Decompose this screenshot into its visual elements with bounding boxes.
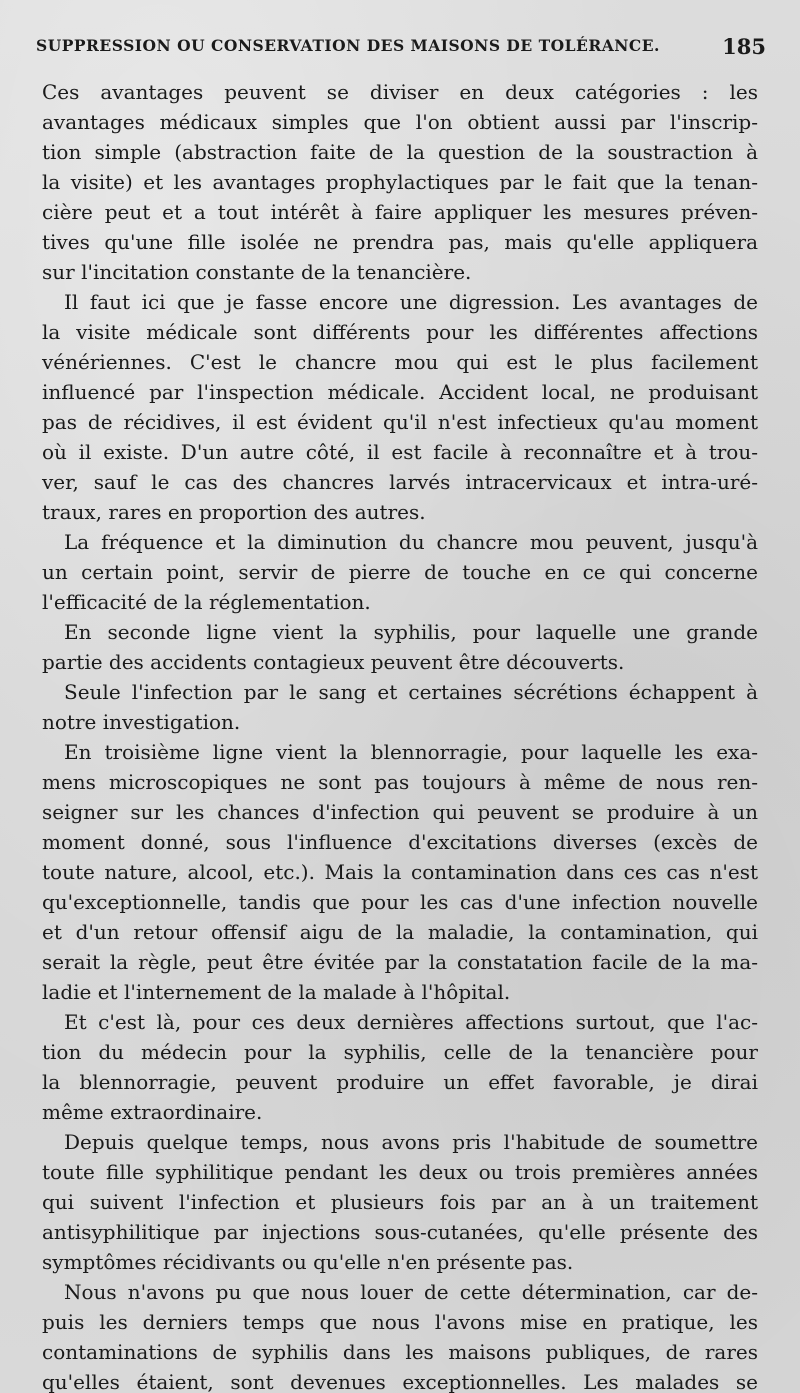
text-line: En troisième ligne vient la blennorragie, pour laquelle les exa- <box>64 740 758 764</box>
text-line: et d'un retour offensif aigu de la maladie, la contamination, qui <box>42 920 758 944</box>
text-line: l'efficacité de la réglementation. <box>42 590 371 614</box>
text-line: Ces avantages peuvent se diviser en deux catégories : les <box>42 80 758 104</box>
text-line: qui suivent l'infection et plusieurs fois par an à un traitement <box>42 1190 758 1214</box>
text-line: même extraordinaire. <box>42 1100 263 1124</box>
text-line: seigner sur les chances d'infection qui peuvent se produire à un <box>42 800 758 824</box>
text-line: cière peut et a tout intérêt à faire appliquer les mesures préven- <box>42 200 758 224</box>
text-line: ladie et l'internement de la malade à l'hôpital. <box>42 980 511 1004</box>
text-line: la blennorragie, peuvent produire un effet favorable, je dirai <box>42 1070 758 1094</box>
text-line: toute nature, alcool, etc.). Mais la contamination dans ces cas n'est <box>42 860 758 884</box>
text-line: influencé par l'inspection médicale. Accident local, ne produisant <box>42 380 758 404</box>
text-line: traux, rares en proportion des autres. <box>42 500 426 524</box>
text-line: Il faut ici que je fasse encore une digression. Les avantages de <box>64 290 758 314</box>
text-line: tion du médecin pour la syphilis, celle de la tenancière pour <box>42 1040 758 1064</box>
text-line: sur l'incitation constante de la tenancière. <box>42 260 472 284</box>
text-line: qu'exceptionnelle, tandis que pour les cas d'une infection nouvelle <box>42 890 758 914</box>
text-line: où il existe. D'un autre côté, il est facile à reconnaître et à trou- <box>42 440 758 464</box>
text-line: ver, sauf le cas des chancres larvés intracervicaux et intra-uré- <box>42 470 758 494</box>
body-text <box>42 77 758 1393</box>
text-line: la visite) et les avantages prophylactiques par le fait que la tenan- <box>42 170 758 194</box>
text-line: Depuis quelque temps, nous avons pris l'habitude de soumettre <box>64 1130 758 1154</box>
text-line: avantages médicaux simples que l'on obtient aussi par l'inscrip- <box>42 110 758 134</box>
text-line: Nous n'avons pu que nous louer de cette détermination, car de- <box>64 1280 758 1304</box>
text-line: En seconde ligne vient la syphilis, pour laquelle une grande <box>64 620 758 644</box>
text-line: mens microscopiques ne sont pas toujours à même de nous ren- <box>42 770 758 794</box>
page-header <box>36 34 766 64</box>
text-line: La fréquence et la diminution du chancre mou peuvent, jusqu'à <box>64 530 758 554</box>
text-line: vénériennes. C'est le chancre mou qui est le plus facilement <box>42 350 758 374</box>
text-line: tion simple (abstraction faite de la question de la soustraction à <box>42 140 758 164</box>
text-line: la visite médicale sont différents pour les différentes affections <box>42 320 758 344</box>
text-line: un certain point, servir de pierre de touche en ce qui concerne <box>42 560 758 584</box>
running-title: SUPPRESSION OU CONSERVATION DES MAISONS DE TOLÉRANCE. <box>36 36 660 55</box>
text-line: moment donné, sous l'influence d'excitations diverses (excès de <box>42 830 758 854</box>
text-line: tives qu'une fille isolée ne prendra pas, mais qu'elle appliquera <box>42 230 758 254</box>
page-number: 185 <box>722 34 766 59</box>
text-line: symptômes récidivants ou qu'elle n'en présente pas. <box>42 1250 574 1274</box>
text-line: Et c'est là, pour ces deux dernières affections surtout, que l'ac- <box>64 1010 758 1034</box>
text-line: qu'elles étaient, sont devenues exceptionnelles. Les malades se <box>42 1370 758 1393</box>
text-line: contaminations de syphilis dans les maisons publiques, de rares <box>42 1340 758 1364</box>
text-line: notre investigation. <box>42 710 241 734</box>
text-line: pas de récidives, il est évident qu'il n'est infectieux qu'au moment <box>42 410 758 434</box>
text-line: partie des accidents contagieux peuvent être découverts. <box>42 650 625 674</box>
text-line: serait la règle, peut être évitée par la constatation facile de la ma- <box>42 950 758 974</box>
text-line: antisyphilitique par injections sous-cutanées, qu'elle présente des <box>42 1220 758 1244</box>
text-line: Seule l'infection par le sang et certaines sécrétions échappent à <box>64 680 758 704</box>
text-line: puis les derniers temps que nous l'avons mise en pratique, les <box>42 1310 758 1334</box>
text-line: toute fille syphilitique pendant les deux ou trois premières années <box>42 1160 758 1184</box>
